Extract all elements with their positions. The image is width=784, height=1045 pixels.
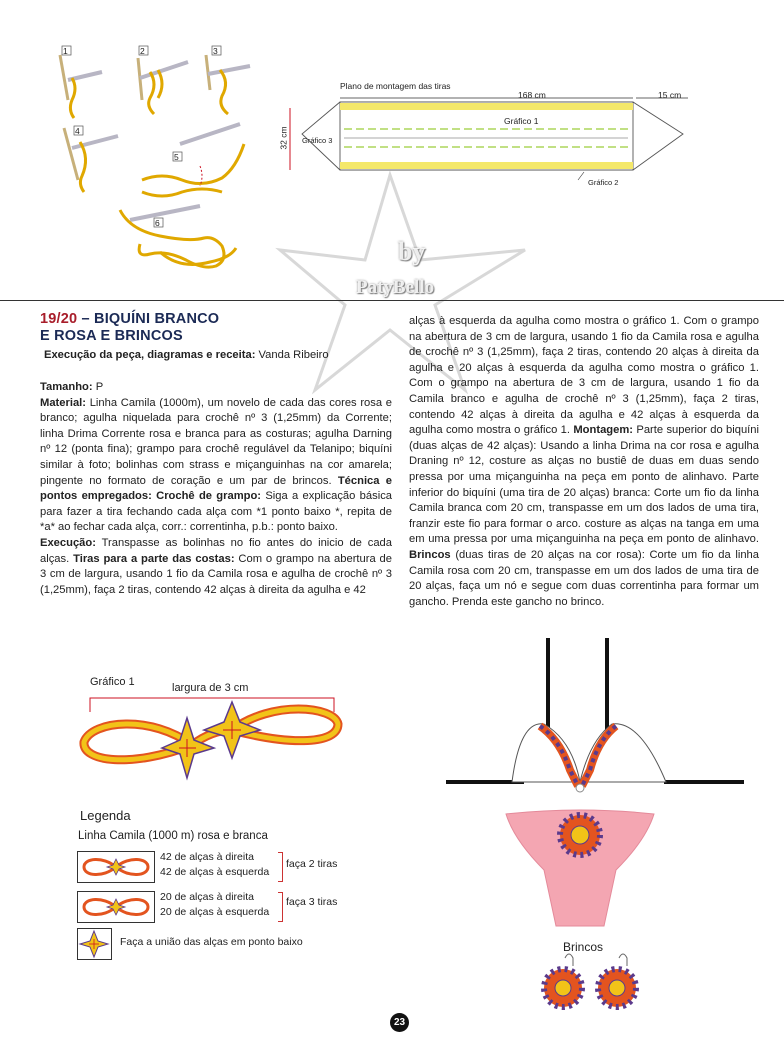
- left-column: [40, 380, 392, 598]
- size-paragraph: [40, 380, 392, 396]
- watermark-by: by: [398, 237, 426, 266]
- right-text-1: alças à esquerda da agulha como mostra o gráfico 1. Com o grampo na abertura de 3 cm de largura, usando 1 fio da Camila rosa e agulha de crochê nº 3 (1,25mm), faça 2 tiras, contendo 20 alças à direita da agulha e 20 alças à esquerda da agulha como mostra o gráfico 1. Com o grampo na abertura de 3 cm de largura, usando 1 fio da Camila branco e agulha de crochê nº 3 (1,25mm), faça 2 tiras, contendo 42 alças à direita da agulha e 42 alças à esquerda da agulha como mostra o gráfico 1.: [409, 315, 759, 437]
- strips-label: Tiras para a parte das costas:: [69, 552, 235, 565]
- step-6-label: 6: [155, 218, 160, 228]
- technique-sub-label: Crochê de grampo:: [151, 490, 262, 503]
- earrings-label: Brincos: [409, 548, 451, 561]
- legend-note-2-strips: faça 2 tiras: [286, 858, 338, 870]
- strips-text: Com o grampo na abertura de 3 cm de largura, usando 1 fio da Camila rosa e agulha de crochê nº 3 (1,25mm), faça 2 tiras, contendo 42 alças à direita da agulha e 42: [40, 552, 392, 596]
- legend-swatch-42: [77, 851, 155, 883]
- legend-swatch-20: [77, 891, 155, 923]
- dimension-32: 32 cm: [278, 126, 289, 150]
- dimension-15: 15 cm: [658, 90, 682, 100]
- plan-title: Plano de montagem das tiras: [340, 81, 451, 91]
- assembly-label: Montagem:: [570, 424, 634, 437]
- step-5-label: 5: [174, 152, 179, 162]
- step-2-label: 2: [140, 46, 145, 56]
- crochet-steps-diagram: [50, 40, 280, 280]
- material-paragraph: [40, 396, 392, 536]
- earring-left-icon: [544, 969, 582, 1007]
- bottom-flower-icon: [560, 815, 600, 855]
- credit-name: Vanda Ribeiro: [255, 349, 329, 361]
- right-paragraph: [409, 314, 759, 610]
- grafico-width-label: largura de 3 cm: [172, 682, 249, 694]
- legend-title: Legenda: [80, 808, 131, 823]
- grafico-1-illustration: [72, 690, 352, 795]
- grafico-1-marker: Gráfico 1: [504, 116, 539, 126]
- legend-brace-1: [278, 852, 283, 882]
- material-label: Material:: [40, 396, 87, 409]
- title-line-1: BIQUÍNI BRANCO: [94, 311, 220, 327]
- right-column: [409, 314, 759, 610]
- size-label: Tamanho:: [40, 381, 93, 393]
- execution-text: Transpasse as bolinhas no fio antes do inicio de cada alças.: [40, 536, 392, 565]
- execution-paragraph: [40, 536, 392, 598]
- assembly-text: Parte superior do biquíni (duas alças de 42 alças): Usando a linha Drima na cor rosa e agulha Draning nº 12, costure as alças no bustiê de duas em duas sendo pressa por uma miçanguinha na peça em ponto de alinhavo. Parte inferior do biquíni (uma tira de 20 alças) branca: Corte um fio da linha Camila branca com 20 cm, transpasse em um dos lados de uma tira, franzir este fio para formar o arco. costure as alças na tanga em uma em uma pressa por uma miçanguinha na peça em ponto de alinhavo.: [409, 424, 759, 546]
- watermark-name: PatyBello: [356, 277, 435, 298]
- title-dash: –: [77, 311, 95, 327]
- crochet-steps-illustration: [50, 40, 280, 280]
- credit-label: Execução da peça, diagramas e receita:: [44, 349, 256, 361]
- page-number: 23: [390, 1013, 409, 1032]
- bikini-illustration: [440, 630, 770, 1030]
- title-line-2: E ROSA E BRINCOS: [40, 328, 183, 344]
- legend-note-3-strips: faça 3 tiras: [286, 896, 338, 908]
- earring-right-icon: [598, 969, 636, 1007]
- article-credit: [44, 349, 329, 361]
- article-number: 19/20: [40, 311, 78, 327]
- earrings-caption: Brincos: [563, 940, 604, 954]
- article-title: [40, 311, 219, 345]
- legend-20-right: 20 de alças à direita: [160, 891, 254, 903]
- grafico-2-marker: Gráfico 2: [588, 178, 619, 187]
- step-4-label: 4: [75, 126, 80, 136]
- join-star-icon: [78, 929, 111, 959]
- technique-label: Técnica e pontos empregados:: [40, 474, 392, 503]
- dimension-168: 168 cm: [518, 90, 546, 100]
- legend-join-text: Faça a união das alças em ponto baixo: [120, 936, 303, 948]
- grafico-3-marker: Gráfico 3: [302, 136, 333, 145]
- grafico-1-title: Gráfico 1: [90, 676, 135, 688]
- size-value: P: [92, 381, 104, 393]
- execution-label: Execução:: [40, 536, 96, 549]
- legend-42-right: 42 de alças à direita: [160, 851, 254, 863]
- legend-brace-2: [278, 892, 283, 922]
- step-1-label: 1: [63, 46, 68, 56]
- earrings-text: (duas tiras de 20 alças na cor rosa): Corte um fio da linha Camila rosa com 20 cm, transpasse em um dos lados de uma tira de 20 alças, faça um nó e segue com duas correntinha para formar um gancho. Prenda este gancho no brinco.: [409, 548, 759, 608]
- section-divider: [0, 300, 784, 301]
- legend-20-left: 20 de alças à esquerda: [160, 906, 270, 918]
- technique-text: Siga a explicação básica para fazer a tira fechando cada alça com *1 ponto baixo *, repita de *a* ao fechar cada alça, corr.: correntinha, p.b.: ponto baixo.: [40, 490, 393, 534]
- step-3-label: 3: [213, 46, 218, 56]
- legend-42-left: 42 de alças à esquerda: [160, 866, 270, 878]
- legend-swatch-join: [77, 928, 112, 960]
- legend-subtitle: Linha Camila (1000 m) rosa e branca: [78, 830, 268, 842]
- swatch-42-icon: [78, 852, 154, 882]
- material-text: Linha Camila (1000m), um novelo de cada das cores rosa e branco; agulha niquelada para crochê nº 3 (1,25mm) da Corrente; linha Drima Corrente rosa e branca para as costuras; agulha Darning nº 12 (ponta fina); grampo para crochê regulável da Telanipo; biquíni similar à foto; bolinhas com strass e miçanguinhas na cor amarela; pingente no formato de coração e um par de brincos.: [40, 396, 392, 487]
- swatch-20-icon: [78, 892, 154, 922]
